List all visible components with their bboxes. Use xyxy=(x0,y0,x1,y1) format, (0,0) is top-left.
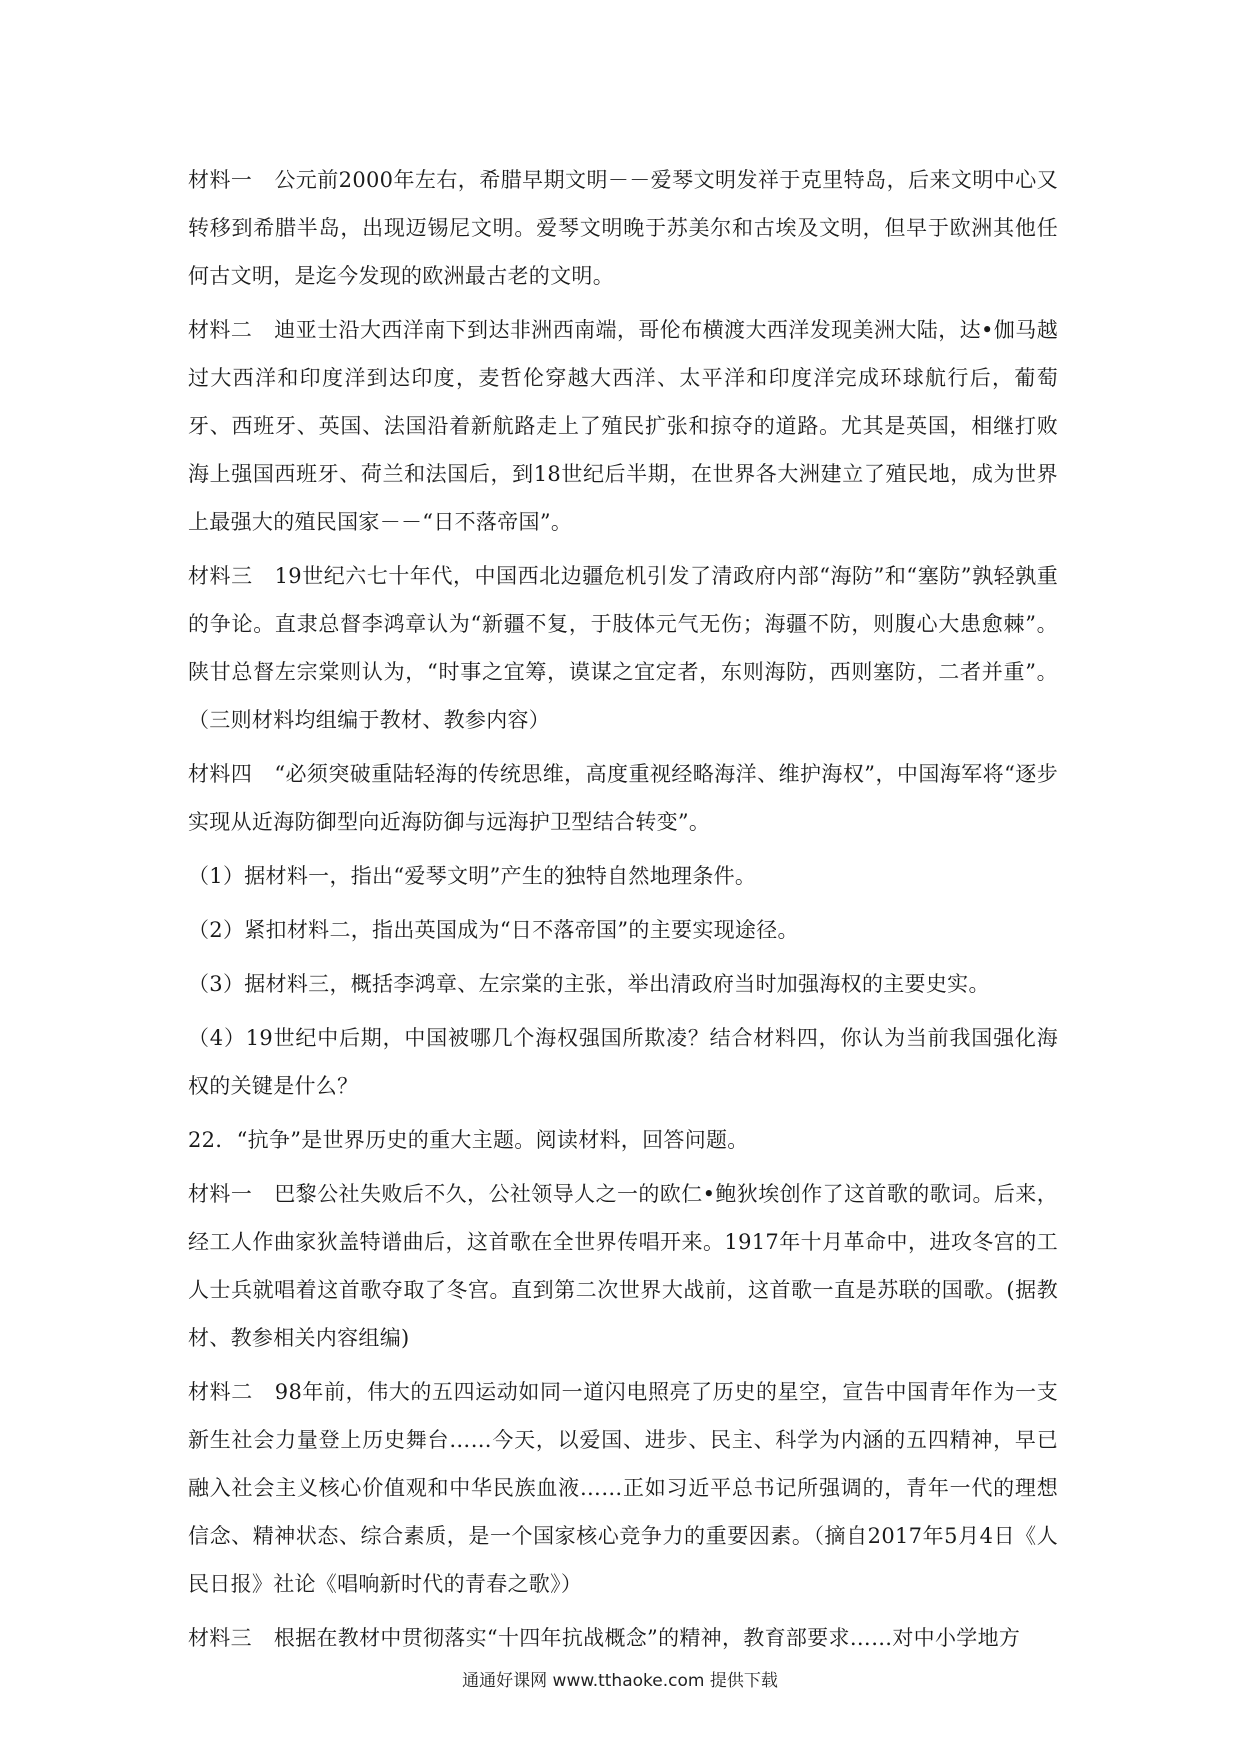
document-body xyxy=(188,156,1058,1668)
paragraph-text: （3）据材料三，概括李鸿章、左宗棠的主张，举出清政府当时加强海权的主要史实。 xyxy=(188,972,990,996)
material-paragraph xyxy=(188,156,1058,300)
page-footer: 通通好课网 www.tthaoke.com 提供下载 xyxy=(462,1671,778,1691)
question-heading xyxy=(188,1116,1058,1164)
paragraph-text: 公元前2000年左右，希腊早期文明－－爱琴文明发祥于克里特岛，后来文明中心又转移到希腊半岛，出现迈锡尼文明。爱琴文明晚于苏美尔和古埃及文明，但早于欧洲其他任何古文明，是迄今发现的欧洲最古老的文明。 xyxy=(188,168,1058,288)
paragraph-text: 98年前，伟大的五四运动如同一道闪电照亮了历史的星空，宣告中国青年作为一支新生社会力量登上历史舞台……今天，以爱国、进步、民主、科学为内涵的五四精神，早已融入社会主义核心价值观和中华民族血液……正如习近平总书记所强调的，青年一代的理想信念、精神状态、综合素质，是一个国家核心竞争力的重要因素。（摘自2017年5月4日《人民日报》社论《唱响新时代的青春之歌》） xyxy=(188,1380,1058,1596)
paragraph-text: 根据在教材中贯彻落实“十四年抗战概念”的精神，教育部要求……对中小学地方 xyxy=(273,1626,1021,1650)
paragraph-text: 19世纪六七十年代，中国西北边疆危机引发了清政府内部“海防”和“塞防”孰轻孰重的争论。直隶总督李鸿章认为“新疆不复，于肢体元气无伤；海疆不防，则腹心大患愈棘”。陕甘总督左宗棠则认为，“时事之宜筹，谟谋之宜定者，东则海防，西则塞防，二者并重”。（三则材料均组编于教材、教参内容） xyxy=(188,564,1058,732)
question-item xyxy=(188,906,1058,954)
question-item xyxy=(188,1014,1058,1110)
material-paragraph xyxy=(188,750,1058,846)
paragraph-text: 22．“抗争”是世界历史的重大主题。阅读材料，回答问题。 xyxy=(188,1128,749,1152)
material-paragraph xyxy=(188,306,1058,546)
material-label: 材料三 xyxy=(188,1626,252,1650)
question-item xyxy=(188,852,1058,900)
material-label: 材料四 xyxy=(188,762,253,786)
question-item xyxy=(188,960,1058,1008)
paragraph-text: （2）紧扣材料二，指出英国成为“日不落帝国”的主要实现途径。 xyxy=(188,918,799,942)
paragraph-text: （4）19世纪中后期，中国被哪几个海权强国所欺凌？结合材料四，你认为当前我国强化海权的关键是什么？ xyxy=(188,1026,1058,1098)
material-label: 材料二 xyxy=(188,1380,253,1404)
paragraph-text: 迪亚士沿大西洋南下到达非洲西南端，哥伦布横渡大西洋发现美洲大陆，达•伽马越过大西洋和印度洋到达印度，麦哲伦穿越大西洋、太平洋和印度洋完成环球航行后，葡萄牙、西班牙、英国、法国沿着新航路走上了殖民扩张和掠夺的道路。尤其是英国，相继打败海上强国西班牙、荷兰和法国后，到18世纪后半期，在世界各大洲建立了殖民地，成为世界上最强大的殖民国家－－“日不落帝国”。 xyxy=(188,318,1059,534)
material-label: 材料三 xyxy=(188,564,253,588)
paragraph-text: （1）据材料一，指出“爱琴文明”产生的独特自然地理条件。 xyxy=(188,864,757,888)
material-paragraph xyxy=(188,552,1058,744)
material-paragraph xyxy=(188,1614,1058,1662)
material-label: 材料一 xyxy=(188,1182,253,1206)
paragraph-text: 巴黎公社失败后不久，公社领导人之一的欧仁•鲍狄埃创作了这首歌的歌词。后来，经工人作曲家狄盖特谱曲后，这首歌在全世界传唱开来。1917年十月革命中，进攻冬宫的工人士兵就唱着这首歌夺取了冬宫。直到第二次世界大战前，这首歌一直是苏联的国歌。(据教材、教参相关内容组编) xyxy=(188,1182,1059,1350)
material-label: 材料二 xyxy=(188,318,253,342)
paragraph-text: “必须突破重陆轻海的传统思维，高度重视经略海洋、维护海权”，中国海军将“逐步实现从近海防御型向近海防御与远海护卫型结合转变”。 xyxy=(188,762,1058,834)
material-paragraph xyxy=(188,1170,1058,1362)
material-paragraph xyxy=(188,1368,1058,1608)
material-label: 材料一 xyxy=(188,168,253,192)
